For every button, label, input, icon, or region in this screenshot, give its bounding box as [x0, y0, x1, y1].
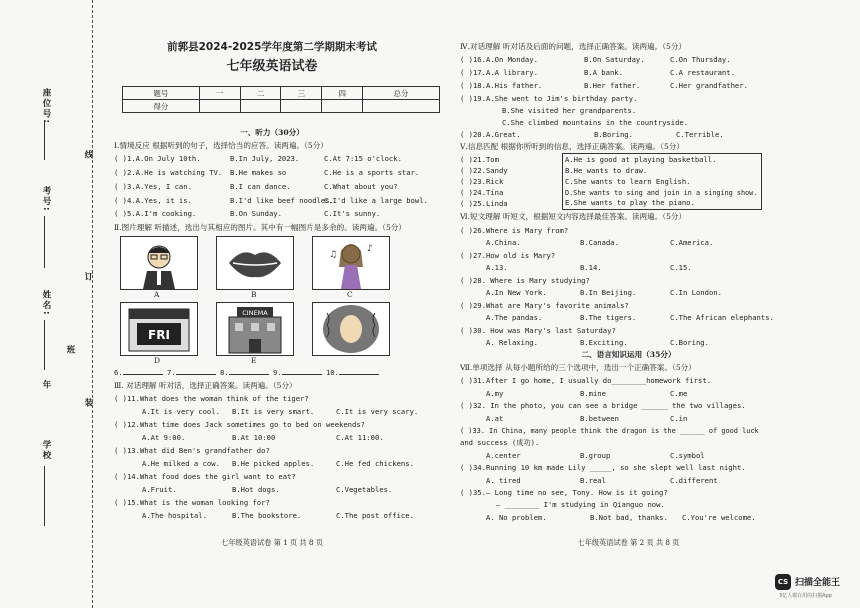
option: C.At 7:15 o'clock. [324, 154, 402, 163]
name-line [44, 320, 45, 370]
option: B.I'd like beef noodles. [230, 196, 334, 205]
option: C.He is a sports star. [324, 168, 420, 177]
picture-label: E [251, 356, 257, 365]
question-q33: ( )33. In China, many people think the dragon is the ______ of good luck [460, 427, 759, 435]
singing-girl-icon [313, 237, 389, 289]
question-q14: ( )14.What food does the girl want to eat? [114, 472, 296, 481]
option: A.at [486, 414, 504, 423]
calendar-icon [121, 303, 197, 355]
part-heading: Ⅵ.短文理解 听短文，根据短文内容选择最佳答案。读两遍。（5分） [460, 212, 687, 221]
option: C.me [670, 389, 688, 398]
option: B.At 10:00 [232, 433, 276, 442]
option: B.Canada. [580, 238, 619, 247]
question-q29: ( )29.What are Mary's favorite animals? [460, 301, 629, 310]
school-line [44, 466, 45, 526]
option: C.America. [670, 238, 714, 247]
binding-mark: 订 [83, 272, 93, 283]
binding-sidebar [0, 0, 96, 608]
exam-number-label: 考号: [41, 186, 51, 213]
option: C.The post office. [336, 511, 414, 520]
question-q30: ( )30. How was Mary's last Saturday? [460, 326, 616, 335]
score-header: 题号 [123, 87, 200, 100]
answer-blanks [114, 368, 379, 378]
option: C.Terrible. [676, 130, 724, 139]
cinema-building-icon [217, 303, 293, 355]
picture-cinema [216, 302, 294, 356]
match-option: B.He wants to draw. [565, 166, 648, 175]
option: A.The pandas. [486, 313, 543, 322]
grade-label: 年 [41, 380, 51, 391]
match-option: C.She wants to learn English. [565, 177, 691, 186]
option: C.The African elephants. [670, 313, 774, 322]
name-label: 姓名: [41, 290, 51, 317]
option: B.She visited her grandparents. [502, 106, 637, 115]
option: C.15. [670, 263, 692, 272]
option: B.mine [580, 389, 606, 398]
picture-singer [312, 236, 390, 290]
question-q28: ( )28. Where is Mary studying? [460, 276, 590, 285]
question-q32: ( )32. In the photo, you can see a bridge ______ the two villages. [460, 401, 746, 410]
question-q11: ( )11.What does the woman think of the tiger? [114, 394, 309, 403]
blank-label: 9. [272, 368, 282, 377]
option: B.between [580, 414, 619, 423]
option: C.I'd like a large bowl. [324, 196, 428, 205]
option: A. No problem. [486, 513, 547, 522]
blank-line[interactable] [123, 374, 163, 375]
option: B.On Saturday. [584, 55, 645, 64]
question-q17: ( )17.A.A library. [460, 68, 538, 77]
score-header: 二 [240, 87, 281, 100]
option: A.In New York. [486, 288, 547, 297]
question-q12: ( )12.What time does Jack sometimes go to bed on weekends? [114, 420, 365, 429]
option: C.In London. [670, 288, 722, 297]
part-heading: Ⅶ.单项选择 从每小题所给的三个选项中，选出一个正确答案。（5分） [460, 363, 696, 372]
score-cell[interactable] [240, 100, 281, 113]
score-header: 四 [322, 87, 363, 100]
option: A.Fruit. [142, 485, 177, 494]
question-q13: ( )13.What did Ben's grandfather do? [114, 446, 270, 455]
svg-text:♫: ♫ [329, 250, 338, 260]
score-cell[interactable] [363, 100, 440, 113]
option: A.13. [486, 263, 508, 272]
page-1 [96, 0, 448, 608]
question-q5: ( )5.A.I'm cooking. [114, 209, 197, 218]
score-cell[interactable] [199, 100, 240, 113]
question-q35: ( )35.— Long time no see, Tony. How is it going? [460, 488, 668, 497]
question-q35-cont: — ________ I'm studying in Qianguo now. [496, 500, 665, 509]
blank-label: 6. [114, 368, 123, 377]
option: C.in [670, 414, 688, 423]
match-option: A.He is good at playing basketball. [565, 155, 717, 164]
option: A.At 9:00. [142, 433, 186, 442]
score-header: 一 [199, 87, 240, 100]
calendar-day-text: FRI [148, 328, 170, 342]
binding-dashed-line [92, 0, 93, 608]
option: B.Hot dogs. [232, 485, 280, 494]
option: A.It is very cool. [142, 407, 220, 416]
option: A.The hospital. [142, 511, 207, 520]
option: B.Boring. [594, 130, 633, 139]
option: B.The bookstore. [232, 511, 302, 520]
question-q33-cont: and success (成功). [460, 438, 540, 447]
option: A.my [486, 389, 504, 398]
option: C.different [670, 476, 718, 485]
part-heading: Ⅳ.对话理解 听对话及后面的问题，选择正确答案。读两遍。（5分） [460, 42, 687, 51]
option: A.He milked a cow. [142, 459, 220, 468]
match-option: E.She wants to play the piano. [565, 198, 695, 207]
cinema-sign-text: CINEMA [242, 309, 268, 317]
curly-hair-woman-icon [313, 303, 389, 355]
question-q19: ( )19.A.She went to Jim's birthday party. [460, 94, 638, 103]
option: C.What about you? [324, 182, 398, 191]
option: C.A restaurant. [670, 68, 735, 77]
blank-line[interactable] [282, 374, 322, 375]
question-q34: ( )34.Running 10 km made Lily _____, so she slept well last night. [460, 463, 746, 472]
option: A.China. [486, 238, 521, 247]
score-table [122, 86, 440, 113]
option: B.He makes so [230, 168, 287, 177]
score-cell[interactable] [281, 100, 322, 113]
option: A. Relaxing. [486, 338, 538, 347]
paper-title: 七年级英语试卷 [226, 59, 318, 74]
seat-line [44, 120, 45, 160]
scanner-watermark [775, 572, 855, 602]
option: C.symbol [670, 451, 705, 460]
option: B.On Sunday. [230, 209, 282, 218]
section-heading: 一、听力（30分） [240, 128, 304, 137]
class-label: 班 [65, 345, 75, 356]
option: B.14. [580, 263, 602, 272]
watermark-subtitle: 3亿人都在用的扫描App [779, 593, 832, 599]
blank-line[interactable] [339, 374, 379, 375]
question-q26: ( )26.Where is Mary from? [460, 226, 569, 235]
option: B.group [580, 451, 611, 460]
question-q18: ( )18.A.His father. [460, 81, 543, 90]
option: C.At 11:00. [336, 433, 384, 442]
page-footer: 七年级英语试卷 第 2 页 共 8 页 [577, 538, 680, 547]
picture-lips [216, 236, 294, 290]
question-q20: ( )20.A.Great. [460, 130, 521, 139]
option: B.Not bad, thanks. [590, 513, 668, 522]
option: C.On Thursday. [670, 55, 731, 64]
question-q16: ( )16.A.On Monday. [460, 55, 538, 64]
blank-label: 7. [166, 368, 176, 377]
option: B.I can dance. [230, 182, 291, 191]
page-footer: 七年级英语试卷 第 1 页 共 8 页 [221, 538, 323, 547]
question-q2: ( )2.A.He is watching TV. [114, 168, 223, 177]
question-q31: ( )31.After I go home, I usually do________homework first. [460, 376, 711, 385]
page-2 [456, 0, 801, 608]
option: C.Boring. [670, 338, 709, 347]
picture-label: A [154, 290, 160, 299]
question-q3: ( )3.A.Yes, I can. [114, 182, 192, 191]
watermark-title: 扫描全能王 [795, 578, 841, 588]
option: B.It is very smart. [232, 407, 315, 416]
option: B.In July, 2023. [230, 154, 300, 163]
option: B.real [580, 476, 606, 485]
match-option: D.She wants to sing and join in a singing show. [565, 189, 758, 197]
exam-no-line [44, 216, 45, 268]
picture-teacher [120, 236, 198, 290]
match-name: ( )21.Tom [460, 155, 499, 164]
question-q27: ( )27.How old is Mary? [460, 251, 556, 260]
option: A.center [486, 451, 521, 460]
option: B.A bank. [584, 68, 623, 77]
section-heading: 二、语言知识运用（35分） [581, 350, 676, 359]
seal-mark: 装 [83, 398, 93, 409]
man-with-glasses-icon [121, 237, 197, 289]
score-cell[interactable] [322, 100, 363, 113]
match-name: ( )23.Rick [460, 177, 504, 186]
option: B.Her father. [584, 81, 641, 90]
camscanner-logo-icon: CS [775, 574, 791, 590]
part-heading: Ⅲ. 对话理解 听对话，选择正确答案。读两遍。（5分） [114, 381, 297, 390]
option: C.He fed chickens. [336, 459, 414, 468]
picture-calendar [120, 302, 198, 356]
exam-title: 前郭县2024-2025学年度第二学期期末考试 [167, 41, 377, 53]
question-q15: ( )15.What is the woman looking for? [114, 498, 270, 507]
picture-label: D [154, 356, 161, 365]
picture-label: C [347, 290, 353, 299]
seat-number-label: 座位号: [41, 88, 51, 125]
score-row-label: 得分 [123, 100, 200, 113]
blank-label: 10. [325, 368, 339, 377]
match-name: ( )24.Tina [460, 188, 504, 197]
blank-line[interactable] [176, 374, 216, 375]
option: B.Exciting. [580, 338, 628, 347]
question-q1: ( )1.A.On July 10th. [114, 154, 201, 163]
picture-curly-hair [312, 302, 390, 356]
option: C.It's sunny. [324, 209, 381, 218]
school-label: 学校 [41, 440, 51, 461]
score-header: 三 [281, 87, 322, 100]
option: C.Her grandfather. [670, 81, 748, 90]
line-mark: 线 [83, 150, 93, 161]
part-heading: Ⅱ.图片理解 听描述，选出与其相应的图片。其中有一幅图片是多余的。读两遍。（5分） [114, 223, 406, 232]
lips-icon [217, 237, 293, 289]
match-options-box [562, 153, 762, 210]
part-heading: Ⅴ.信息匹配 根据你所听到的信息，选择正确答案。读两遍。（5分） [460, 142, 684, 151]
blank-line[interactable] [229, 374, 269, 375]
svg-text:♪: ♪ [367, 244, 373, 254]
option: B.In Beijing. [580, 288, 637, 297]
option: B.He picked apples. [232, 459, 315, 468]
part-heading: Ⅰ.情境反应 根据听到的句子，选择恰当的应答。读两遍。（5分） [114, 141, 328, 150]
question-q4: ( )4.A.Yes, it is. [114, 196, 192, 205]
option: C.Vegetables. [336, 485, 393, 494]
picture-label: B [251, 290, 257, 299]
option: C.She climbed mountains in the countryside. [502, 118, 689, 127]
option: C.It is very scary. [336, 407, 419, 416]
score-header: 总分 [363, 87, 440, 100]
match-name: ( )22.Sandy [460, 166, 508, 175]
option: C.You're welcome. [682, 513, 756, 522]
option: A. tired [486, 476, 521, 485]
option: B.The tigers. [580, 313, 637, 322]
match-name: ( )25.Linda [460, 199, 508, 208]
blank-label: 8. [219, 368, 229, 377]
